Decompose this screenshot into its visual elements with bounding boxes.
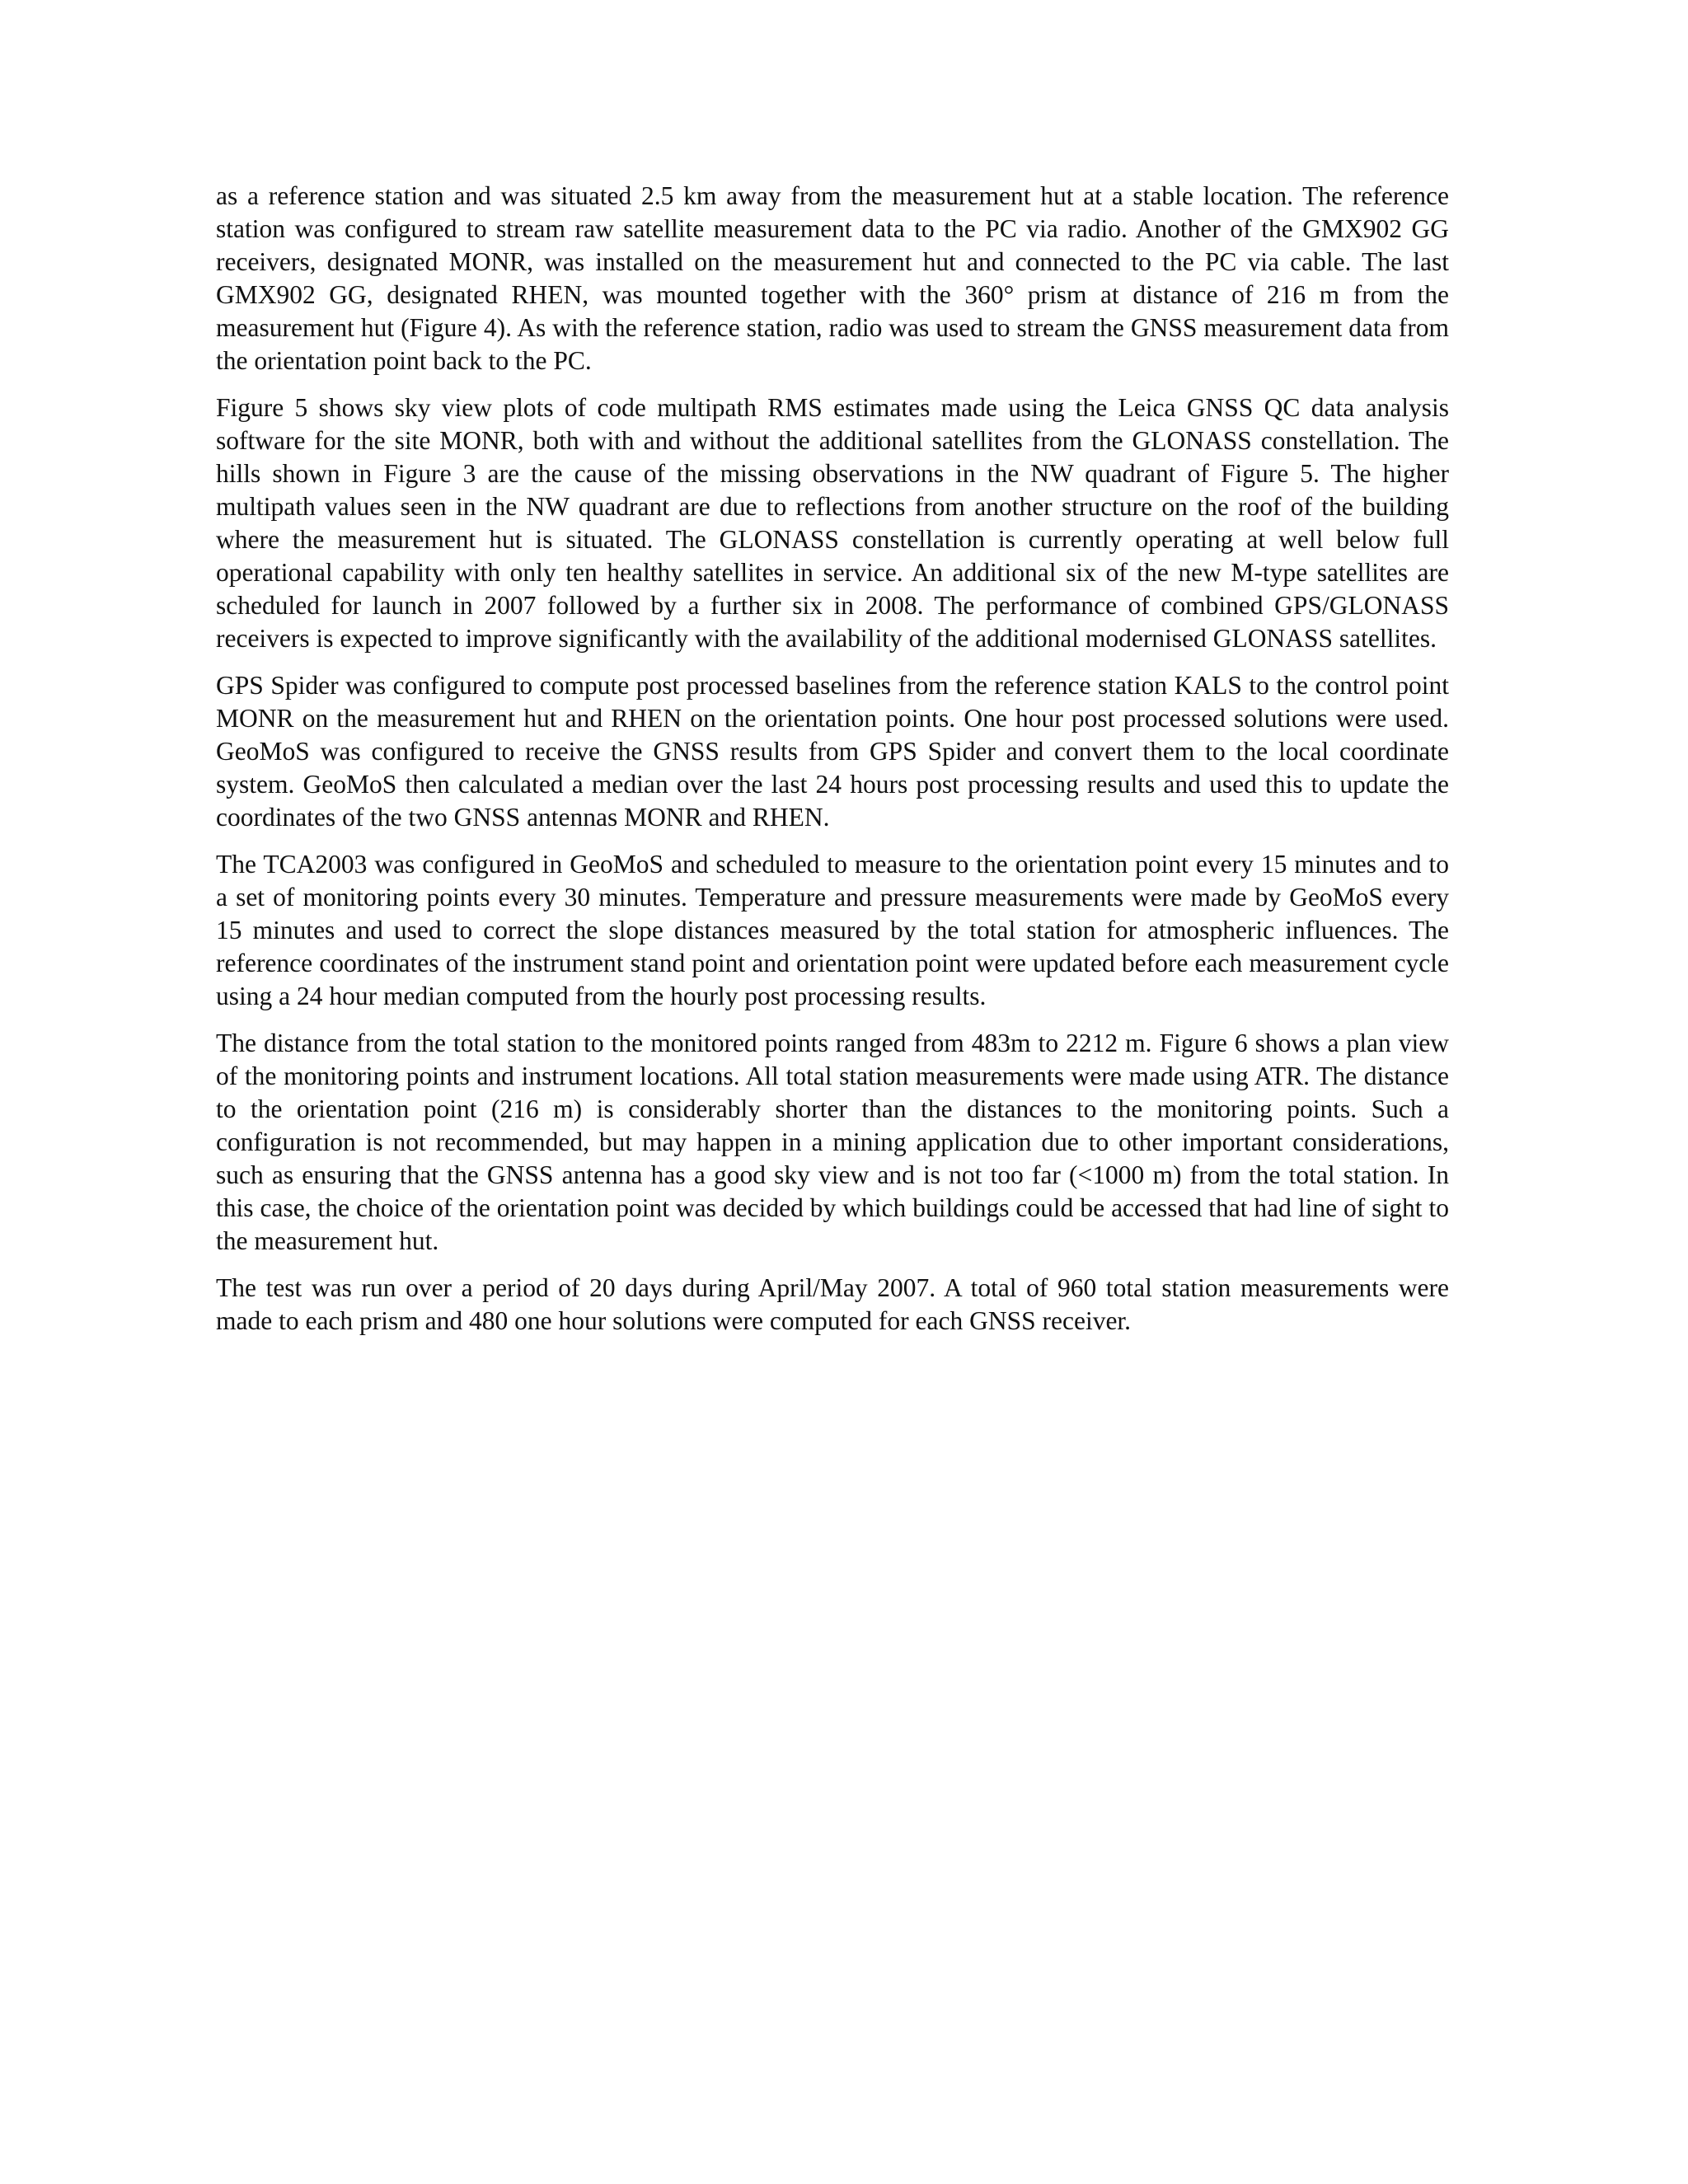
paragraph-monitored-distances: The distance from the total station to the monitored points ranged from 483m to 2212 m. Figure 6 shows a plan view of the monitoring points and instrument locations. All total station measurements were made using ATR. The distance to the orientation point (216 m) is considerably shorter than the distances to the monitoring points. Such a configuration is not recommended, but may happen in a mining application due to other important considerations, such as ensuring that the GNSS antenna has a good sky view and is not too far (<1000 m) from the total station. In this case, the choice of the orientation point was decided by which buildings could be accessed that had line of sight to the measurement hut. xyxy=(216,1029,1449,1255)
paragraph-tca2003: The TCA2003 was configured in GeoMoS and scheduled to measure to the orientation point every 15 minutes and to a set of monitoring points every 30 minutes. Temperature and pressure measurements were made by GeoMoS every 15 minutes and used to correct the slope distances measured by the total station for atmospheric influences. The reference coordinates of the instrument stand point and orientation point were updated before each measurement cycle using a 24 hour median computed from the hourly post processing results. xyxy=(216,850,1449,1010)
paragraph-reference-station: as a reference station and was situated 2.5 km away from the measurement hut at a stable location. The reference station was configured to stream raw satellite measurement data to the PC via radio. Another of the GMX902 GG receivers, designated MONR, was installed on the measurement hut and connected to the PC via cable. The last GMX902 GG, designated RHEN, was mounted together with the 360° prism at distance of 216 m from the measurement hut (Figure 4). As with the reference station, radio was used to stream the GNSS measurement data from the orientation point back to the PC. xyxy=(216,181,1449,375)
document-body xyxy=(216,180,1449,1352)
paragraph-gps-spider: GPS Spider was configured to compute post processed baselines from the reference station KALS to the control point MONR on the measurement hut and RHEN on the orientation points. One hour post processed solutions were used. GeoMoS was configured to receive the GNSS results from GPS Spider and convert them to the local coordinate system. GeoMoS then calculated a median over the last 24 hours post processing results and used this to update the coordinates of the two GNSS antennas MONR and RHEN. xyxy=(216,671,1449,832)
paragraph-sky-view-plots: Figure 5 shows sky view plots of code multipath RMS estimates made using the Leica GNSS QC data analysis software for the site MONR, both with and without the additional satellites from the GLONASS constellation. The hills shown in Figure 3 are the cause of the missing observations in the NW quadrant of Figure 5. The higher multipath values seen in the NW quadrant are due to reflections from another structure on the roof of the building where the measurement hut is situated. The GLONASS constellation is currently operating at well below full operational capability with only ten healthy satellites in service. An additional six of the new M-type satellites are scheduled for launch in 2007 followed by a further six in 2008. The performance of combined GPS/GLONASS receivers is expected to improve significantly with the availability of the additional modernised GLONASS satellites. xyxy=(216,393,1449,653)
paragraph-test-period: The test was run over a period of 20 days during April/May 2007. A total of 960 total station measurements were made to each prism and 480 one hour solutions were computed for each GNSS receiver. xyxy=(216,1273,1449,1335)
